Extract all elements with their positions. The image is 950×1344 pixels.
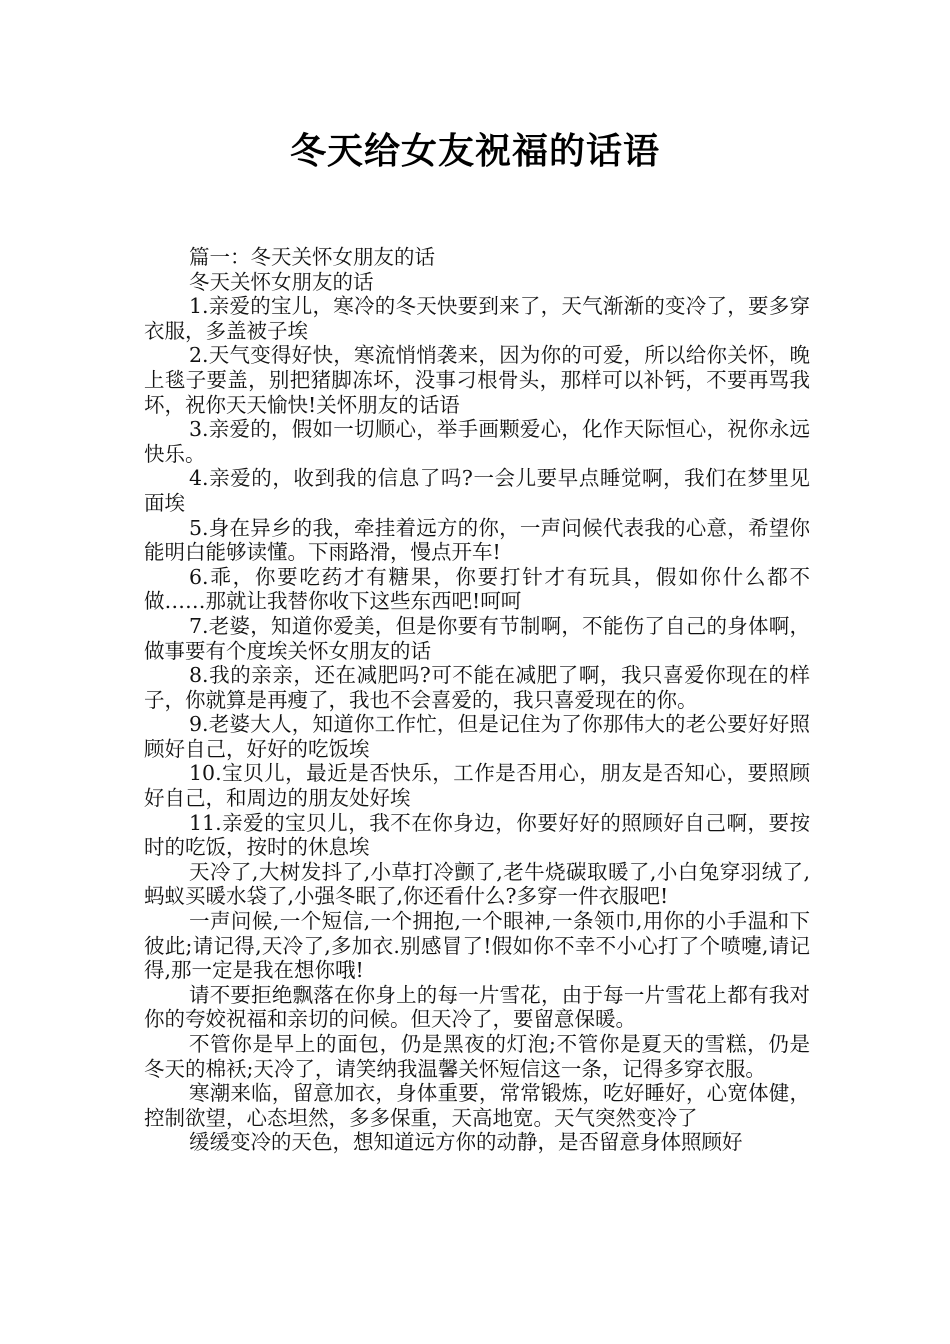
paragraph: 寒潮来临，留意加衣，身体重要，常常锻炼，吃好睡好，心宽体健，控制欲望，心态坦然，多多保重，天高地宽。天气突然变冷了 <box>144 1081 810 1130</box>
paragraph: 9.老婆大人，知道你工作忙，但是记住为了你那伟大的老公要好好照顾好自己，好好的吃饭埃 <box>144 712 810 761</box>
paragraph: 缓缓变冷的天色，想知道远方你的动静，是否留意身体照顾好 <box>189 1130 743 1155</box>
paragraph: 天冷了,大树发抖了,小草打冷颤了,老牛烧碳取暖了,小白兔穿羽绒了,蚂蚁买暖水袋了,小强冬眠了,你还看什么?多穿一件衣服吧! <box>144 859 810 909</box>
paragraph: 11.亲爱的宝贝儿，我不在你身边，你要好好的照顾好自己啊，要按时的吃饭，按时的休息埃 <box>144 810 810 860</box>
document-title: 冬天给女友祝福的话语 <box>289 131 660 172</box>
subheading: 冬天关怀女朋友的话 <box>189 269 374 294</box>
paragraph: 不管你是早上的面包，仍是黑夜的灯泡;不管你是夏天的雪糕，仍是冬天的棉袄;天冷了，请笑纳我温馨关怀短信这一条，记得多穿衣服。 <box>144 1032 810 1081</box>
paragraph: 7.老婆，知道你爱美，但是你要有节制啊，不能伤了自己的身体啊，做事要有个度埃关怀女朋友的话 <box>144 613 810 663</box>
document-body <box>144 245 810 1155</box>
paragraph: 4.亲爱的，收到我的信息了吗?一会儿要早点睡觉啊，我们在梦里见面埃 <box>144 466 810 515</box>
paragraph: 1.亲爱的宝儿，寒冷的冬天快要到来了，天气渐渐的变冷了，要多穿衣服，多盖被子埃 <box>144 294 810 343</box>
paragraph: 8.我的亲亲，还在减肥吗?可不能在减肥了啊，我只喜爱你现在的样子，你就算是再瘦了，我也不会喜爱的，我只喜爱现在的你。 <box>144 663 810 712</box>
section-heading: 篇一：冬天关怀女朋友的话 <box>189 245 435 269</box>
paragraph: 一声问候,一个短信,一个拥抱,一个眼神,一条领巾,用你的小手温和下彼此;请记得,天冷了,多加衣.别感冒了!假如你不幸不小心打了个喷嚏,请记得,那一定是我在想你哦! <box>144 909 810 983</box>
paragraph: 请不要拒绝飘落在你身上的每一片雪花，由于每一片雪花上都有我对你的夸姣祝福和亲切的问候。但天冷了，要留意保暖。 <box>144 982 810 1032</box>
paragraph: 6.乖，你要吃药才有糖果，你要打针才有玩具，假如你什么都不做……那就让我替你收下这些东西吧!呵呵 <box>144 564 810 614</box>
paragraph: 3.亲爱的，假如一切顺心，举手画颗爱心，化作天际恒心，祝你永远快乐。 <box>144 417 810 466</box>
paragraph: 2.天气变得好快，寒流悄悄袭来，因为你的可爱，所以给你关怀，晚上毯子要盖，别把猪脚冻坏，没事刁根骨头，那样可以补钙，不要再骂我坏，祝你天天愉快!关怀朋友的话语 <box>144 343 810 417</box>
paragraph: 10.宝贝儿，最近是否快乐，工作是否用心，朋友是否知心，要照顾好自己，和周边的朋友处好埃 <box>144 761 810 811</box>
paragraph: 5.身在异乡的我，牵挂着远方的你，一声问候代表我的心意，希望你能明白能够读懂。下雨路滑，慢点开车! <box>144 515 810 565</box>
